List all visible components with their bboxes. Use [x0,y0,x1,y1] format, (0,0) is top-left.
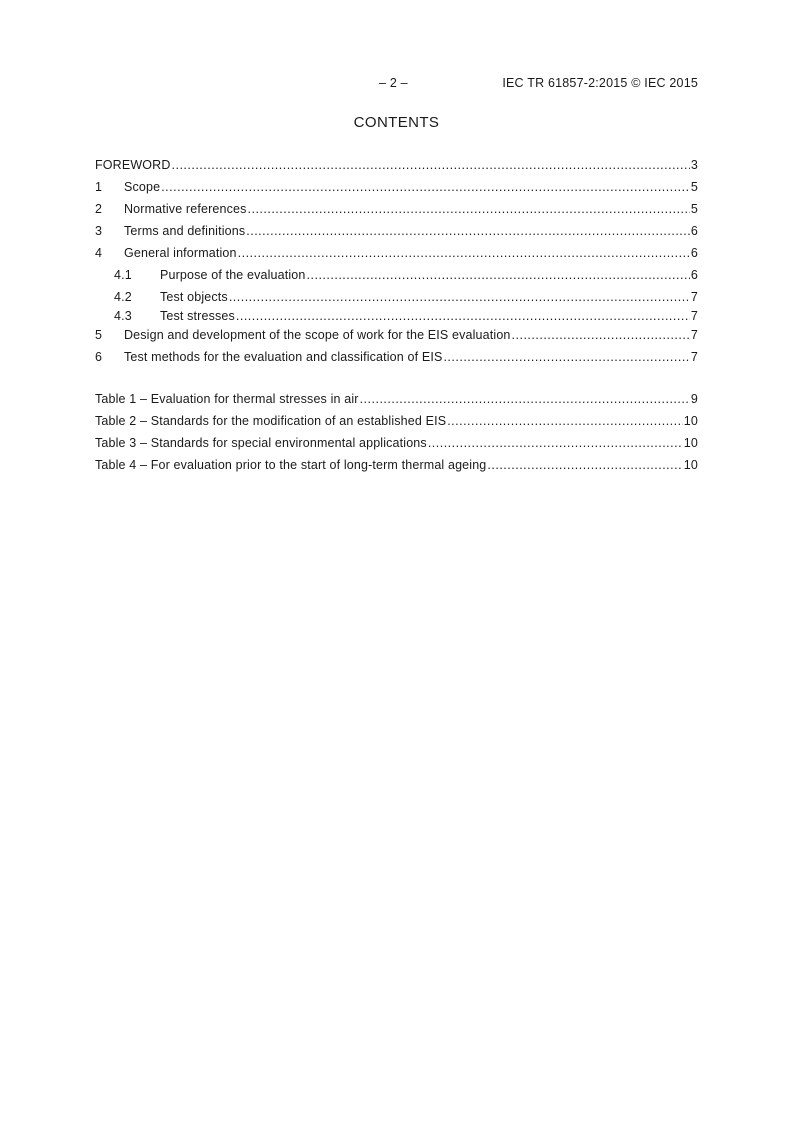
table-entry-title: Table 3 – Standards for special environmental applications [95,436,427,450]
dot-leader [172,157,690,173]
toc-entry-title: Design and development of the scope of work for the EIS evaluation [124,328,511,342]
toc-entry-number: 2 [95,202,103,216]
table-entry-page: 10 [683,458,698,472]
toc-entry-test-stresses[interactable] [95,308,698,327]
toc-entry-number: 6 [95,350,103,364]
toc-entry-title: Test stresses [160,309,235,323]
toc-entry-foreword[interactable] [95,157,698,179]
dot-leader [236,308,690,324]
dot-leader [360,391,690,407]
toc-entry-number: 4 [95,246,103,260]
toc-entry-number: 4.3 [114,309,132,323]
toc-entry-page: 7 [690,350,698,364]
toc-entry-design-and-development[interactable] [95,327,698,349]
dot-leader [229,289,690,305]
dot-leader [248,201,690,217]
toc-entry-number: 1 [95,180,103,194]
contents-heading: CONTENTS [353,114,440,131]
list-of-tables [95,391,698,479]
toc-entry-number: 5 [95,328,103,342]
toc-entry-number: 3 [95,224,103,238]
toc-entry-title: FOREWORD [95,158,171,172]
dot-leader [307,267,690,283]
toc-entry-general-information[interactable] [95,245,698,267]
toc-entry-title: Test objects [160,290,228,304]
toc-entry-page: 7 [690,309,698,323]
toc-entry-scope[interactable] [95,179,698,201]
toc-entry-number: 4.1 [114,268,132,282]
table-entry-1[interactable] [95,391,698,413]
toc-entry-title: General information [124,246,237,260]
toc-entry-title: Scope [124,180,161,194]
page-number: – 2 – [379,76,408,90]
toc-entry-page: 6 [690,268,698,282]
table-entry-page: 10 [683,414,698,428]
dot-leader [512,327,690,343]
table-entry-2[interactable] [95,413,698,435]
toc-entry-terms-and-definitions[interactable] [95,223,698,245]
toc-entry-page: 7 [690,328,698,342]
table-entry-3[interactable] [95,435,698,457]
table-entry-page: 9 [690,392,698,406]
toc-entry-test-methods[interactable] [95,349,698,371]
toc-entry-page: 5 [690,180,698,194]
table-entry-page: 10 [683,436,698,450]
toc-entry-page: 6 [690,224,698,238]
toc-entry-page: 5 [690,202,698,216]
dot-leader [447,413,683,429]
table-entry-title: Table 2 – Standards for the modification of an established EIS [95,414,447,428]
toc-entry-title: Terms and definitions [124,224,246,238]
dot-leader [161,179,690,195]
toc-entry-page: 7 [690,290,698,304]
toc-entry-title: Purpose of the evaluation [160,268,306,282]
toc-entry-page: 3 [690,158,698,172]
table-entry-4[interactable] [95,457,698,479]
toc-entry-number: 4.2 [114,290,132,304]
toc-entry-normative-references[interactable] [95,201,698,223]
toc-entry-test-objects[interactable] [95,289,698,308]
page-header [95,76,698,92]
document-reference: IEC TR 61857-2:2015 © IEC 2015 [502,76,698,90]
table-of-contents [95,157,698,371]
dot-leader [487,457,682,473]
dot-leader [443,349,689,365]
dot-leader [238,245,690,261]
dot-leader [428,435,683,451]
toc-entry-title: Test methods for the evaluation and classification of EIS [124,350,443,364]
toc-entry-page: 6 [690,246,698,260]
toc-entry-title: Normative references [124,202,247,216]
table-entry-title: Table 4 – For evaluation prior to the start of long-term thermal ageing [95,458,487,472]
table-entry-title: Table 1 – Evaluation for thermal stresses in air [95,392,359,406]
toc-entry-purpose-of-evaluation[interactable] [95,267,698,289]
dot-leader [246,223,690,239]
